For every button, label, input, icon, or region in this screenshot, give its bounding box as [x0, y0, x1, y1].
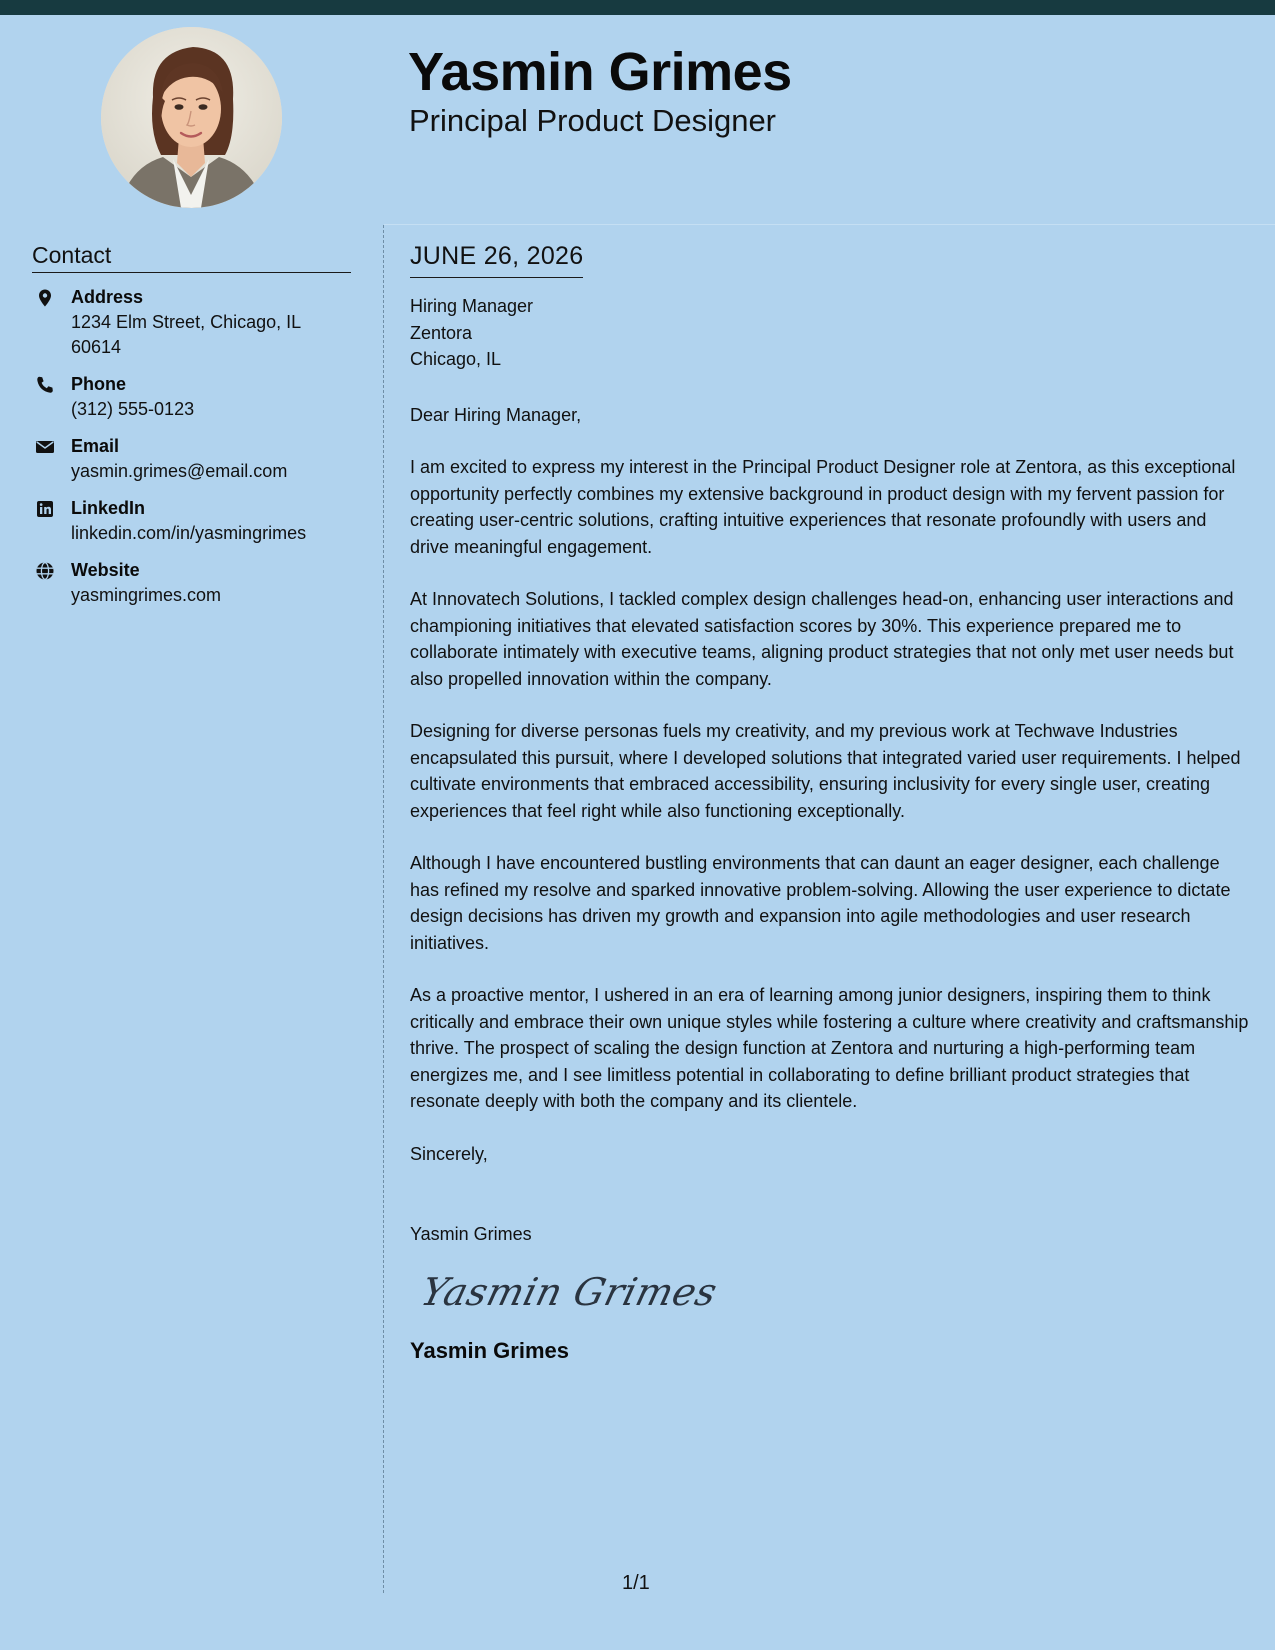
- contact-list: [32, 285, 351, 608]
- contact-item-linkedin: [32, 496, 351, 546]
- column-divider: [383, 225, 384, 1593]
- contact-label: Phone: [71, 374, 127, 394]
- contact-label: Address: [71, 287, 144, 307]
- candidate-name: Yasmin Grimes: [408, 42, 792, 102]
- contact-sidebar: [32, 240, 351, 620]
- typed-name: Yasmin Grimes: [410, 1337, 569, 1363]
- recipient-block: [410, 293, 1250, 373]
- contact-label: Website: [71, 560, 140, 580]
- portrait-photo: [101, 27, 282, 208]
- body-paragraph: At Innovatech Solutions, I tackled complex design challenges head-on, enhancing user interactions and championing initiatives that elevated satisfaction scores by 30%. This experience prepared me to collaborate intimately with executive teams, aligning product strategies that not only met user needs but also propelled innovation within the company.: [410, 589, 1234, 689]
- contact-label: Email: [71, 436, 120, 456]
- body-paragraph: Although I have encountered bustling environments that can daunt an eager designer, each challenge has refined my resolve and sparked innovative problem-solving. Allowing the user experience to dictate design decisions has driven my growth and expansion into agile methodologies and user research initiatives.: [410, 853, 1231, 953]
- contact-heading: Contact: [32, 240, 351, 273]
- contact-value: (312) 555-0123: [71, 399, 195, 419]
- page-number: 1/1: [622, 1572, 650, 1594]
- recipient-line: Chicago, IL: [410, 349, 502, 369]
- avatar: [101, 27, 282, 208]
- header-divider: [384, 224, 1275, 225]
- closing-name: Yasmin Grimes: [410, 1224, 532, 1244]
- contact-value[interactable]: yasmingrimes.com: [71, 585, 222, 605]
- contact-item-phone: [32, 372, 351, 422]
- cover-letter: [410, 240, 1250, 1366]
- map-pin-icon: [35, 288, 55, 308]
- phone-icon: [35, 375, 55, 395]
- contact-value[interactable]: linkedin.com/in/yasmingrimes: [71, 523, 307, 543]
- contact-value[interactable]: yasmin.grimes@email.com: [71, 461, 288, 481]
- body-paragraph: Designing for diverse personas fuels my creativity, and my previous work at Techwave Industries encapsulated this pursuit, where I developed solutions that integrated varied user requirements. I helped cultivate environments that embraced accessibility, ensuring inclusivity for every single user, creating experiences that feel right while also functioning exceptionally.: [410, 721, 1241, 821]
- top-accent-bar: [0, 0, 1275, 15]
- letter-date: JUNE 26, 2026: [410, 240, 583, 278]
- contact-item-website: [32, 558, 351, 608]
- salutation: Dear Hiring Manager,: [410, 404, 582, 425]
- envelope-icon: [35, 437, 55, 457]
- globe-icon: [35, 561, 55, 581]
- closing: Sincerely,: [410, 1143, 488, 1164]
- contact-label: LinkedIn: [71, 498, 146, 518]
- body-paragraph: I am excited to express my interest in the Principal Product Designer role at Zentora, as this exceptional opportunity perfectly combines my extensive background in product design with my fervent passion for creating user-centric solutions, crafting intuitive experiences that resonate profoundly with users and drive meaningful engagement.: [410, 457, 1236, 557]
- job-title: Principal Product Designer: [409, 103, 777, 138]
- linkedin-icon: [35, 499, 55, 519]
- signature: Yasmin Grimes: [416, 1269, 722, 1314]
- contact-value: 1234 Elm Street, Chicago, IL: [71, 312, 302, 332]
- contact-value: 60614: [71, 337, 122, 357]
- body-paragraph: As a proactive mentor, I ushered in an era of learning among junior designers, inspiring them to think critically and embrace their own unique styles while fostering a culture where creativity and craftsmanship thrive. The prospect of scaling the design function at Zentora and nurturing a high-performing team energizes me, and I see limitless potential in collaborating to define brilliant product strategies that resonate deeply with both the company and its clientele.: [410, 985, 1249, 1111]
- contact-item-address: [32, 285, 351, 360]
- recipient-line: Hiring Manager: [410, 296, 534, 316]
- contact-item-email: [32, 434, 351, 484]
- recipient-line: Zentora: [410, 322, 473, 343]
